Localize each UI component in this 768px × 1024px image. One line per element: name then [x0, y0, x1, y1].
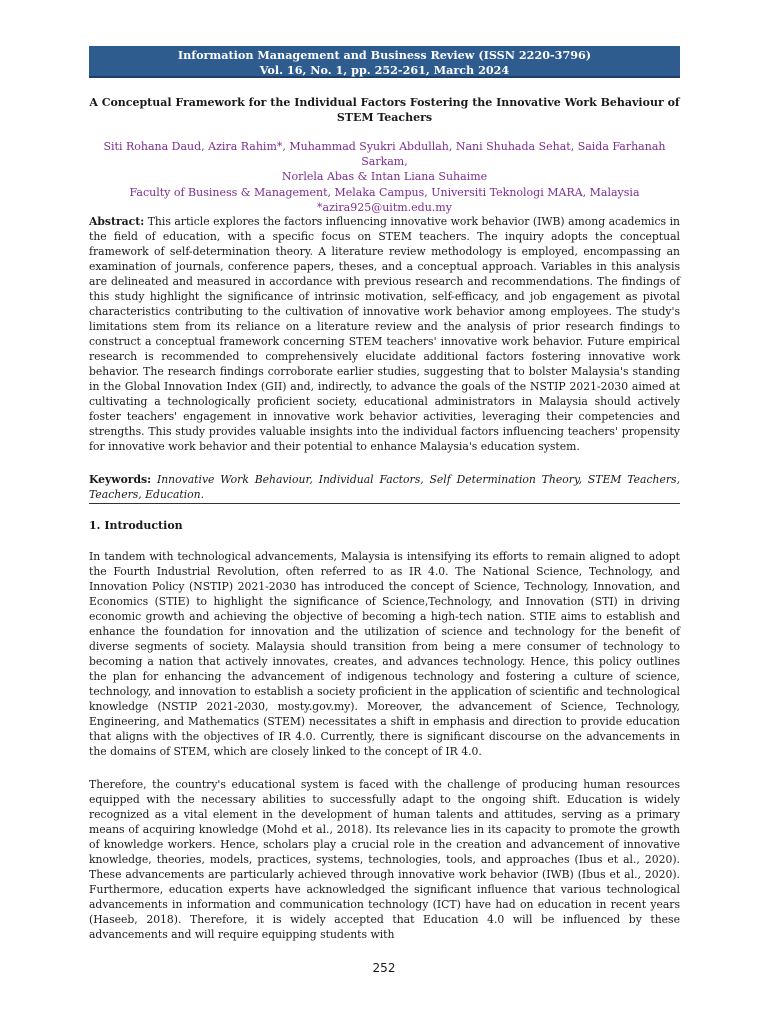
- abstract: [89, 214, 680, 454]
- author-block: [89, 139, 680, 215]
- author-email[interactable]: *azira925@uitm.edu.my: [317, 200, 452, 214]
- keywords-label: Keywords:: [89, 473, 152, 486]
- journal-header-line2: Vol. 16, No. 1, pp. 252-261, March 2024: [259, 62, 510, 77]
- keywords-text: Innovative Work Behaviour, Individual Factors, Self Determination Theory, STEM Teachers, Teachers, Education.: [89, 473, 680, 501]
- introduction-paragraph-2: Therefore, the country's educational system is faced with the challenge of producing human resources equipped with the necessary abilities to successfully adapt to the ongoing shift. Education is widely recognized as a vital element in the development of human talents and attitudes, serving as a primary means of acquiring knowledge (Mohd et al., 2018). Its relevance lies in its capacity to promote the growth of knowledge workers. Hence, scholars play a crucial role in the creation and advancement of innovative knowledge, theories, models, practices, systems, technologies, tools, and approaches (Ibus et al., 2020). These advancements are particularly achieved through innovative work behavior (IWB) (Ibus et al., 2020). Furthermore, education experts have acknowledged the significant influence that various technological advancements in information and communication technology (ICT) have had on education in recent years (Haseeb, 2018). Therefore, it is widely accepted that Education 4.0 will be influenced by these advancements and will require equipping students with: [89, 778, 680, 941]
- author-names-line2: Norlela Abas & Intan Liana Suhaime: [281, 170, 488, 184]
- journal-header-band: [89, 46, 680, 78]
- author-names-line1: Siti Rohana Daud, Azira Rahim*, Muhammad Syukri Abdullah, Nani Shuhada Sehat, Saida Farhanah Sarkam,: [103, 140, 666, 169]
- author-affiliation: Faculty of Business & Management, Melaka Campus, Universiti Teknologi MARA, Malaysia: [129, 185, 640, 199]
- page-number: 252: [372, 961, 396, 975]
- section-divider: [89, 503, 680, 504]
- paper-title: A Conceptual Framework for the Individual Factors Fostering the Innovative Work Behaviour of STEM Teachers: [89, 96, 680, 124]
- abstract-label: Abstract:: [89, 215, 145, 228]
- abstract-text: This article explores the factors influencing innovative work behavior (IWB) among academics in the field of education, with a specific focus on STEM teachers. The inquiry adopts the conceptual framework of self-determination theory. A literature review methodology is employed, encompassing an examination of journals, conference papers, theses, and a conceptual approach. Variables in this analysis are delineated and measured in accordance with previous research and recommendations. The findings of this study highlight the significance of intrinsic motivation, self-efficacy, and job engagement as pivotal characteristics contributing to the cultivation of innovative work behavior among employees. The study's limitations stem from its reliance on a literature review and the analysis of prior research findings to construct a conceptual framework concerning STEM teachers' innovative work behavior. Future empirical research is recommended to comprehensively elucidate additional factors fostering innovative work behavior. The research findings corroborate earlier studies, suggesting that to bolster Malaysia's standing in the Global Innovation Index (GII) and, indirectly, to advance the goals of the NSTIP 2021-2030 aimed at cultivating a technologically proficient society, educational administrators in Malaysia should actively foster teachers' engagement in innovative work behavior activities, leveraging their competencies and strengths. This study provides valuable insights into the individual factors influencing teachers' propensity for innovative work behavior and their potential to enhance Malaysia's education system.: [89, 215, 680, 453]
- section-heading-introduction: 1. Introduction: [89, 519, 183, 532]
- journal-header-line1: Information Management and Business Review (ISSN 2220-3796): [177, 48, 592, 62]
- keywords: [89, 472, 680, 502]
- introduction-paragraph-1: In tandem with technological advancements, Malaysia is intensifying its efforts to remain aligned to adopt the Fourth Industrial Revolution, often referred to as IR 4.0. The National Science, Technology, and Innovation Policy (NSTIP) 2021-2030 has introduced the concept of Science, Technology, Innovation, and Economics (STIE) to highlight the significance of Science,Technology, and Innovation (STI) in driving economic growth and achieving the objective of becoming a high-tech nation. STIE aims to establish and enhance the foundation for innovation and the utilization of science and technology for the benefit of diverse segments of society. Malaysia should transition from being a mere consumer of technology to becoming a nation that actively innovates, creates, and advances technology. Hence, this policy outlines the plan for enhancing the advancement of indigenous technology and fostering a culture of science, technology, and innovation to establish a society proficient in the application of scientific and technological knowledge (NSTIP 2021-2030, mosty.gov.my). Moreover, the advancement of Science, Technology, Engineering, and Mathematics (STEM) necessitates a shift in emphasis and direction to provide education that aligns with the objectives of IR 4.0. Currently, there is significant discourse on the advancements in the domains of STEM, which are closely linked to the concept of IR 4.0.: [89, 550, 680, 758]
